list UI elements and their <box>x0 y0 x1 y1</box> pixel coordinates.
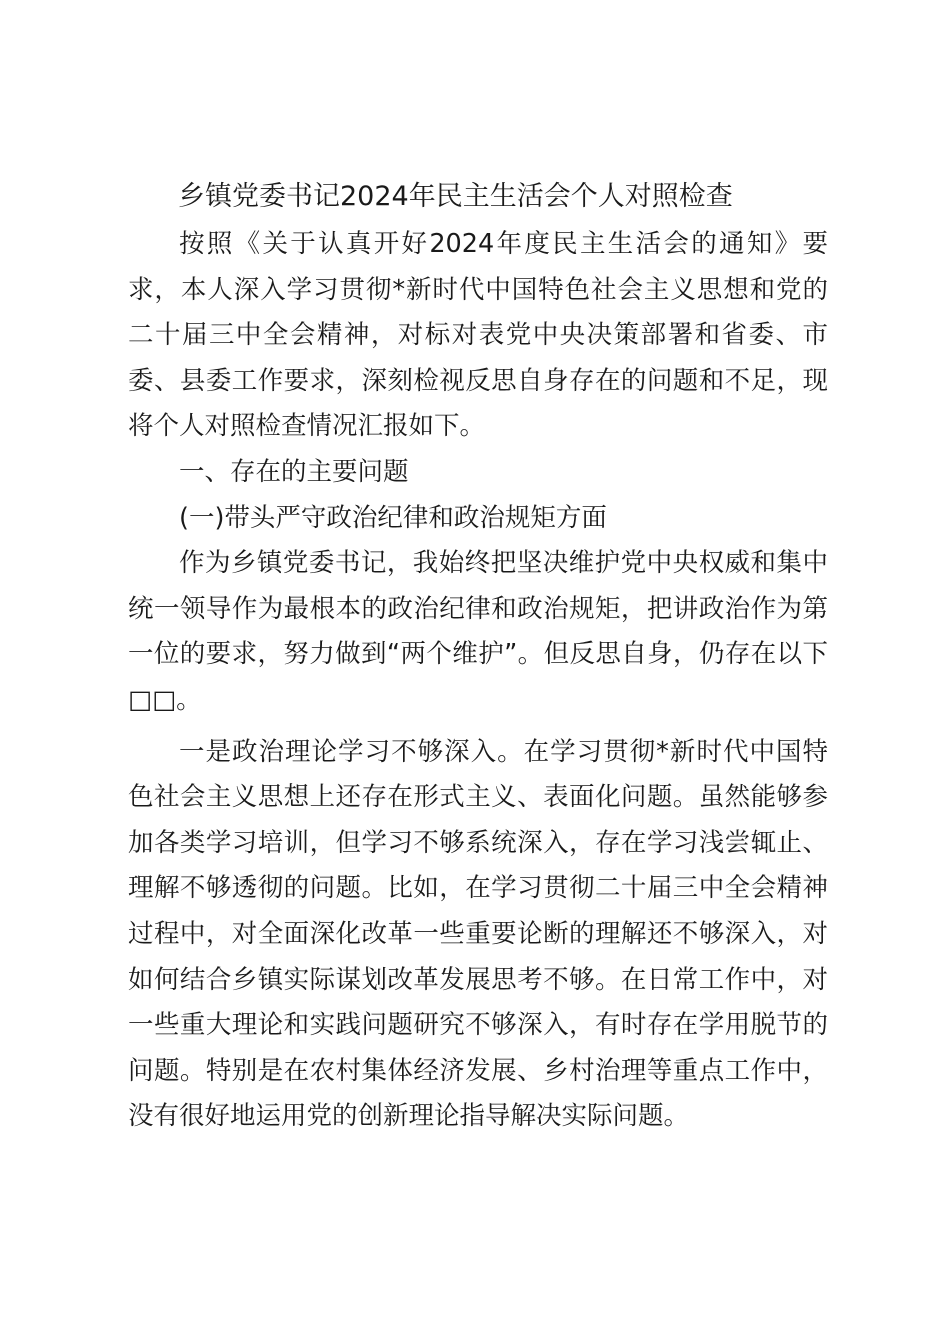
document-body <box>128 222 828 1140</box>
subsection-heading: (一)带头严守政治纪律和政治规矩方面 <box>179 502 607 533</box>
section-heading: 一、存在的主要问题 <box>179 456 409 487</box>
body-paragraph: 一是政治理论学习不够深入。在学习贯彻*新时代中国特色社会主义思想上还存在形式主义、表面化问题。虽然能够参加各类学习培训，但学习不够系统深入，存在学习浅尝辄止、理解不够透彻的问题。比如，在学习贯彻二十届三中全会精神过程中，对全面深化改革一些重要论断的理解还不够深入，对如何结合乡镇实际谋划改革发展思考不够。在日常工作中，对一些重大理论和实践问题研究不够深入，有时存在学用脱节的问题。特别是在农村集体经济发展、乡村治理等重点工作中，没有很好地运用党的创新理论指导解决实际问题。 <box>128 736 828 1132</box>
intro-paragraph: 按照《关于认真开好2024年度民主生活会的通知》要求，本人深入学习贯彻*新时代中国特色社会主义思想和党的二十届三中全会精神，对标对表党中央决策部署和省委、市委、县委工作要求，深刻检视反思自身存在的问题和不足，现将个人对照检查情况汇报如下。 <box>128 229 828 442</box>
body-paragraph: 作为乡镇党委书记，我始终把坚决维护党中央权威和集中统一领导作为最根本的政治纪律和政治规矩，把讲政治作为第一位的要求，努力做到“两个维护”。但反思自身，仍存在以下□□。 <box>128 548 828 715</box>
document-title: 乡镇党委书记2024年民主生活会个人对照检查 <box>178 181 733 212</box>
